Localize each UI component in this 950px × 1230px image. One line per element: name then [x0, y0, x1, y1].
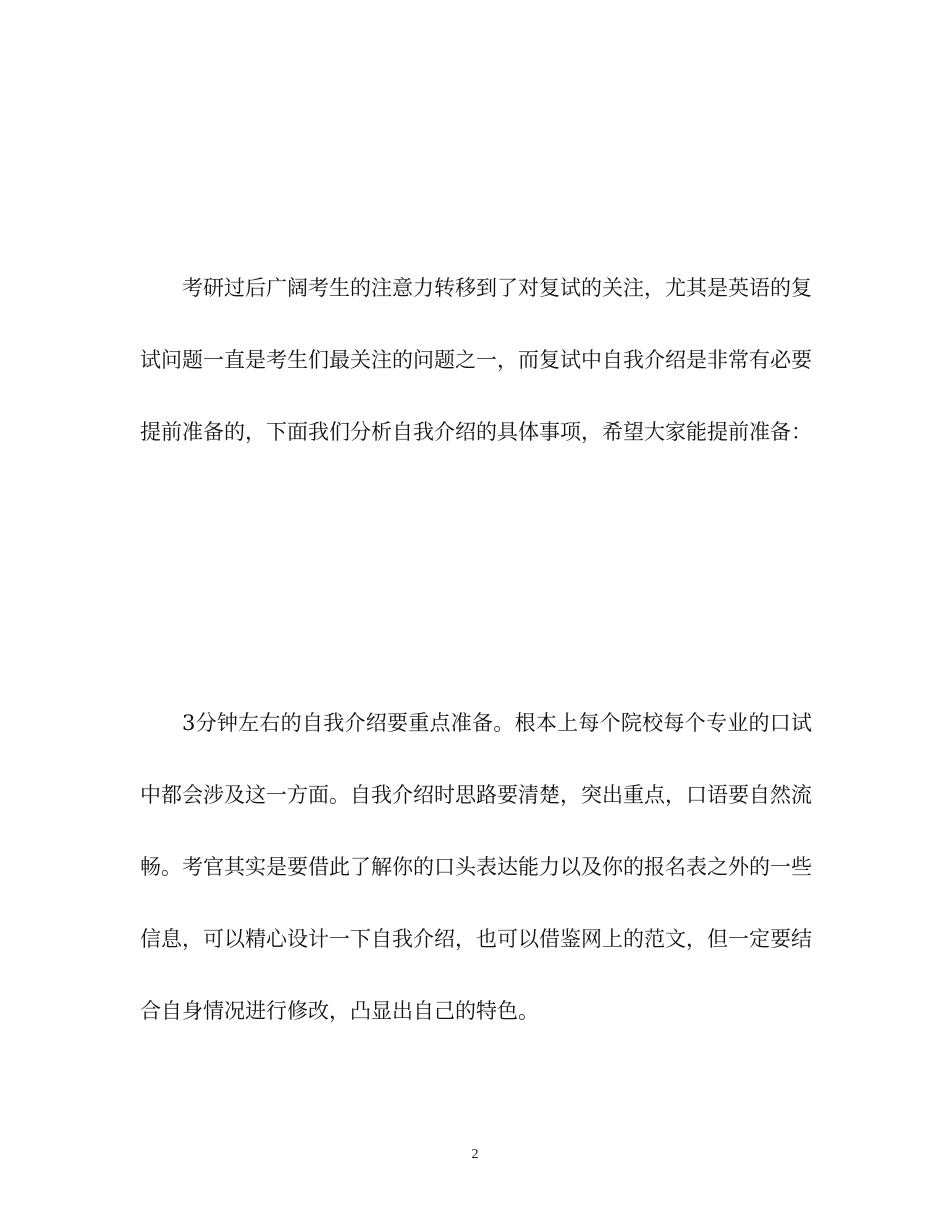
page-number: 2 [471, 1147, 479, 1162]
paragraph-intro: 考研过后广阔考生的注意力转移到了对复试的关注，尤其是英语的复试问题一直是考生们最关注的问题之一，而复试中自我介绍是非常有必要提前准备的，下面我们分析自我介绍的具体事项，希望大家能提前准备： [140, 276, 812, 444]
paragraph-self-introduction: 3分钟左右的自我介绍要重点准备。根本上每个院校每个专业的口试中都会涉及这一方面。自我介绍时思路要清楚，突出重点，口语要自然流畅。考官其实是要借此了解你的口头表达能力以及你的报名表之外的一些信息，可以精心设计一下自我介绍，也可以借鉴网上的范文，但一定要结合自身情况进行修改，凸显出自己的特色。 [140, 711, 812, 1023]
